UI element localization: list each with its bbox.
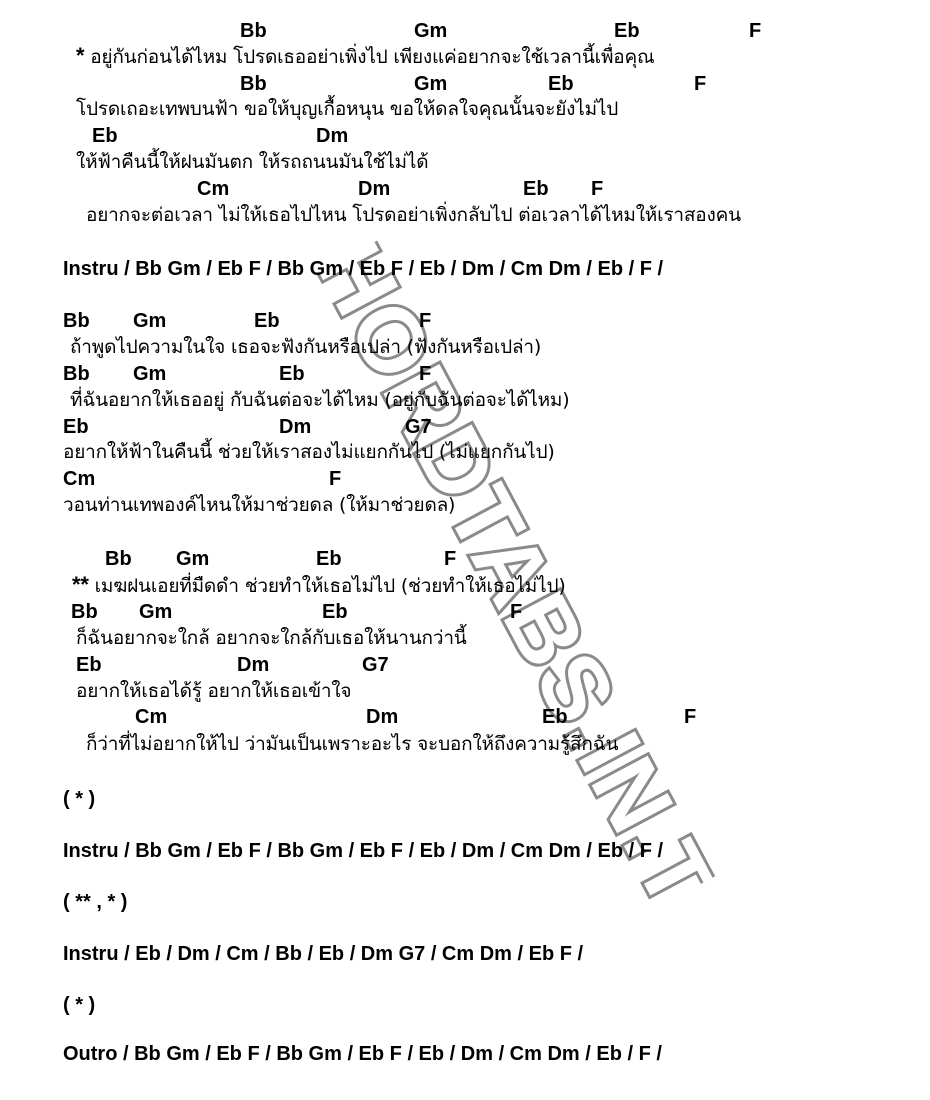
chord-line bbox=[0, 547, 930, 571]
chord-line bbox=[0, 705, 930, 729]
chord: Cm bbox=[197, 178, 230, 200]
chord: Dm bbox=[237, 654, 270, 676]
chord: G7 bbox=[362, 654, 389, 676]
chord-line bbox=[0, 653, 930, 677]
chord: Eb bbox=[614, 20, 640, 42]
lyric-line: ที่ฉันอยากให้เธออยู่ กับฉันต่อจะได้ไหม (อยู่กับฉันต่อจะได้ไหม) bbox=[70, 389, 570, 411]
watermark-text: CHORDTABS.IN.TH bbox=[297, 231, 733, 919]
chord: Bb bbox=[71, 601, 98, 623]
chord: F bbox=[684, 706, 697, 728]
chord: F bbox=[419, 363, 432, 385]
chord-line bbox=[0, 600, 930, 624]
instrumental-line: Instru / Eb / Dm / Cm / Bb / Eb / Dm G7 / Cm Dm / Eb F / bbox=[63, 943, 584, 965]
lyric-line: ก็ฉันอยากจะใกล้ อยากจะใกล้กับเธอให้นานกว่านี้ bbox=[76, 627, 467, 649]
lyric-line: ถ้าพูดไปความในใจ เธอจะฟังกันหรือเปล่า (ฟังกันหรือเปล่า) bbox=[70, 336, 542, 358]
chord-line bbox=[0, 309, 930, 333]
lyric-line: ให้ฟ้าคืนนี้ให้ฝนมันตก ให้รถถนนมันใช้ไม่ได้ bbox=[76, 151, 429, 173]
chord: Bb bbox=[63, 310, 90, 332]
chord-line bbox=[0, 415, 930, 439]
chord: Dm bbox=[316, 125, 349, 147]
chord: Dm bbox=[358, 178, 391, 200]
chord: F bbox=[444, 548, 457, 570]
lyric-line: โปรดเถอะเทพบนฟ้า ขอให้บุญเกื้อหนุน ขอให้ดลใจคุณนั้นจะยังไม่ไป bbox=[76, 98, 619, 120]
chord: F bbox=[591, 178, 604, 200]
chord: Eb bbox=[279, 363, 305, 385]
lyric-line: อยากให้เธอได้รู้ อยากให้เธอเข้าใจ bbox=[76, 680, 352, 702]
outro-line: Outro / Bb Gm / Eb F / Bb Gm / Eb F / Eb / Dm / Cm Dm / Eb / F / bbox=[63, 1043, 662, 1065]
chord: Eb bbox=[542, 706, 568, 728]
lyric-line bbox=[76, 44, 654, 69]
chord-line bbox=[0, 124, 930, 148]
chord: Gm bbox=[133, 310, 167, 332]
chord: F bbox=[510, 601, 523, 623]
chord: F bbox=[329, 468, 342, 490]
chord: Bb bbox=[105, 548, 132, 570]
chord: F bbox=[694, 73, 707, 95]
lyric-line: วอนท่านเทพองค์ไหนให้มาช่วยดล (ให้มาช่วยดล) bbox=[63, 494, 456, 516]
chord: Gm bbox=[414, 20, 448, 42]
chord: Eb bbox=[548, 73, 574, 95]
lyric-line: อยากจะต่อเวลา ไม่ให้เธอไปไหน โปรดอย่าเพิ่งกลับไป ต่อเวลาได้ไหมให้เราสองคน bbox=[86, 204, 741, 226]
chord-line bbox=[0, 19, 930, 43]
lyric-text: เมฆฝนเอยที่มืดดำ ช่วยทำให้เธอไม่ไป (ช่วยทำให้เธอไม่ไป) bbox=[94, 575, 566, 597]
chord: Eb bbox=[254, 310, 280, 332]
chord: Eb bbox=[316, 548, 342, 570]
repeat-marker: ( * ) bbox=[63, 994, 96, 1016]
instrumental-line: Instru / Bb Gm / Eb F / Bb Gm / Eb F / Eb / Dm / Cm Dm / Eb / F / bbox=[63, 258, 664, 280]
chord: Gm bbox=[414, 73, 448, 95]
instrumental-line: Instru / Bb Gm / Eb F / Bb Gm / Eb F / Eb / Dm / Cm Dm / Eb / F / bbox=[63, 840, 664, 862]
chord: Eb bbox=[76, 654, 102, 676]
chord: F bbox=[749, 20, 762, 42]
lyric-line bbox=[72, 573, 566, 598]
chord: Bb bbox=[240, 73, 267, 95]
chord-line bbox=[0, 72, 930, 96]
chord: Gm bbox=[139, 601, 173, 623]
chord: Eb bbox=[523, 178, 549, 200]
chord-line bbox=[0, 177, 930, 201]
chord: Gm bbox=[176, 548, 210, 570]
chord: Cm bbox=[63, 468, 96, 490]
lyric-line: ก็ว่าที่ไม่อยากให้ไป ว่ามันเป็นเพราะอะไร จะบอกให้ถึงความรู้สึกฉัน bbox=[86, 733, 619, 755]
lyric-line: อยากให้ฟ้าในคืนนี้ ช่วยให้เราสองไม่แยกกันไป (ไม่แยกกันไป) bbox=[63, 441, 555, 463]
chord: Eb bbox=[322, 601, 348, 623]
repeat-marker: ( * ) bbox=[63, 788, 96, 810]
chord: Eb bbox=[63, 416, 89, 438]
chord: Dm bbox=[279, 416, 312, 438]
chord: Bb bbox=[240, 20, 267, 42]
section-marker: ** bbox=[72, 572, 89, 597]
chord: Bb bbox=[63, 363, 90, 385]
repeat-marker: ( ** , * ) bbox=[63, 891, 128, 913]
chord: Gm bbox=[133, 363, 167, 385]
chord: Eb bbox=[92, 125, 118, 147]
chord: F bbox=[419, 310, 432, 332]
lyric-text: อยู่กันก่อนได้ไหม โปรดเธออย่าเพิ่งไป เพียงแค่อยากจะใช้เวลานี้เพื่อคุณ bbox=[90, 46, 655, 68]
section-marker: * bbox=[76, 43, 85, 68]
chord: G7 bbox=[405, 416, 432, 438]
chord: Cm bbox=[135, 706, 168, 728]
chord-line bbox=[0, 362, 930, 386]
chord: Dm bbox=[366, 706, 399, 728]
chord-line bbox=[0, 467, 930, 491]
